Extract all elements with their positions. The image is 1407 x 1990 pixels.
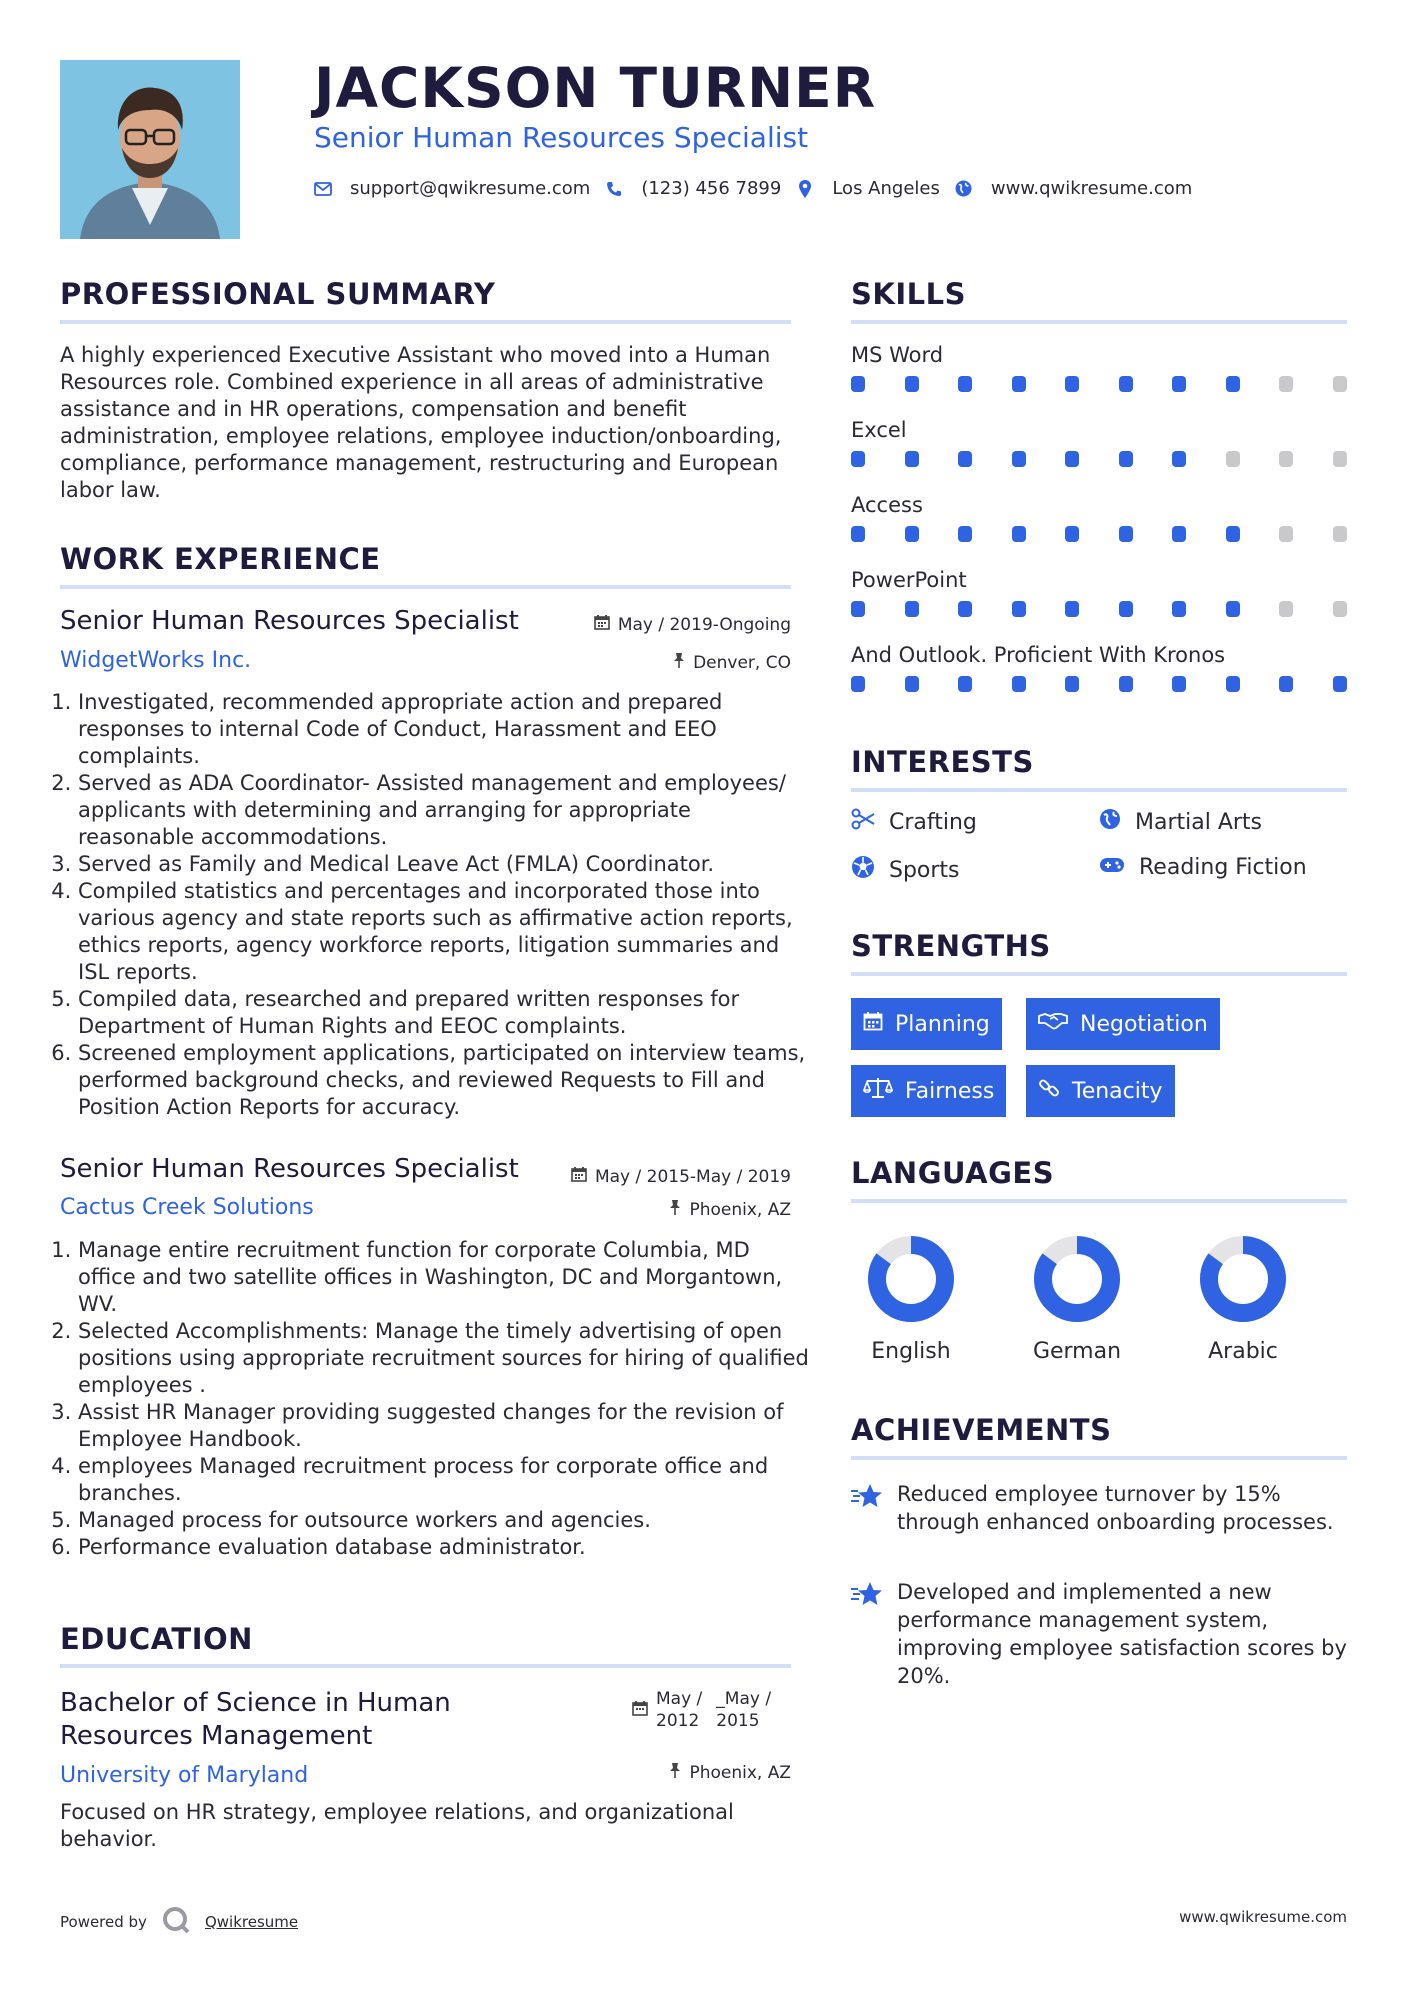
profile-photo <box>60 60 240 239</box>
strength-tag <box>851 998 1002 1050</box>
job-dates <box>594 614 791 635</box>
skills-list <box>851 343 1347 718</box>
achievements-heading: ACHIEVEMENTS <box>851 1413 1112 1447</box>
rating-dot-filled <box>1012 526 1026 542</box>
website-text[interactable]: www.qwikresume.com <box>990 178 1193 199</box>
calendar-icon <box>594 614 610 635</box>
interest-label: Crafting <box>889 809 977 835</box>
education-location <box>669 1762 791 1783</box>
star-badge-icon <box>851 1480 883 1536</box>
footer-url[interactable]: www.qwikresume.com <box>1179 1908 1347 1926</box>
rating-dot-filled <box>905 676 919 692</box>
education-description: Focused on HR strategy, employee relations, and organizational behavior. <box>60 1800 734 1851</box>
qwikresume-logo-icon <box>161 1905 191 1939</box>
skill-name: PowerPoint <box>851 568 967 592</box>
interest-item <box>851 808 977 836</box>
calendar-icon <box>571 1166 587 1187</box>
skill-row <box>851 343 1347 418</box>
phone-text[interactable]: (123) 456 7899 <box>641 178 782 199</box>
skill-rating <box>851 376 1347 392</box>
education-location-text: Phoenix, AZ <box>689 1762 791 1783</box>
rating-dot-filled <box>1065 601 1079 617</box>
rating-dot-filled <box>958 451 972 467</box>
list-item: 5. Compiled data, researched and prepared written responses for Department of Human Rights and EEOC complaints. <box>78 986 809 1040</box>
envelope-icon <box>314 180 332 198</box>
rating-dot-filled <box>958 676 972 692</box>
skill-rating <box>851 526 1347 542</box>
experience-divider <box>60 585 791 589</box>
rating-dot-empty <box>1279 376 1293 392</box>
rating-dot-filled <box>905 376 919 392</box>
globe-icon <box>955 180 973 198</box>
language-item <box>841 1233 981 1364</box>
rating-dot-filled <box>1119 526 1133 542</box>
person-portrait-icon <box>60 60 240 239</box>
brand-link[interactable]: Qwikresume <box>204 1913 299 1931</box>
powered-by-label: Powered by <box>60 1913 147 1931</box>
rating-dot-empty <box>1333 601 1347 617</box>
contact-website[interactable] <box>955 178 1192 199</box>
achievement-text: Reduced employee turnover by 15% through enhanced onboarding processes. <box>897 1482 1334 1534</box>
language-donut <box>1173 1233 1313 1327</box>
education-divider <box>60 1664 791 1668</box>
interest-item <box>1099 808 1262 836</box>
skills-heading: SKILLS <box>851 277 966 311</box>
rating-dot-filled <box>851 601 865 617</box>
rating-dot-filled <box>905 526 919 542</box>
achievements-divider <box>851 1456 1347 1460</box>
language-donut <box>1007 1233 1147 1327</box>
skill-rating <box>851 676 1347 692</box>
list-item: 1. Investigated, recommended appropriate action and prepared responses to internal Code of Conduct, Harassment and EEO complaints. <box>78 689 809 770</box>
languages-divider <box>851 1199 1347 1203</box>
rating-dot-filled <box>1226 526 1240 542</box>
skill-name: And Outlook. Proficient With Kronos <box>851 643 1226 667</box>
rating-dot-filled <box>1172 676 1186 692</box>
strength-tag <box>1026 1065 1175 1117</box>
skill-row <box>851 643 1347 718</box>
job-location <box>669 1199 791 1220</box>
job-location <box>673 652 791 673</box>
rating-dot-filled <box>851 451 865 467</box>
list-item: 4. employees Managed recruitment process for corporate office and branches. <box>78 1453 809 1507</box>
degree-line: Bachelor of Science in Human <box>60 1688 451 1718</box>
language-item <box>1173 1233 1313 1364</box>
rating-dot-filled <box>1172 376 1186 392</box>
map-pin-icon <box>796 180 814 198</box>
link-icon <box>1038 1077 1060 1105</box>
interests-heading: INTERESTS <box>851 745 1034 779</box>
phone-icon <box>605 180 623 198</box>
rating-dot-empty <box>1333 376 1347 392</box>
pushpin-icon <box>669 1199 681 1220</box>
rating-dot-filled <box>1119 676 1133 692</box>
education-heading: EDUCATION <box>60 1622 253 1656</box>
rating-dot-empty <box>1333 526 1347 542</box>
skill-name: Excel <box>851 418 907 442</box>
rating-dot-filled <box>905 451 919 467</box>
rating-dot-filled <box>851 676 865 692</box>
interest-item <box>1099 855 1307 880</box>
job-title: Senior Human Resources Specialist <box>60 606 519 636</box>
job-location-text: Denver, CO <box>693 652 791 673</box>
rating-dot-filled <box>1172 526 1186 542</box>
rating-dot-filled <box>958 526 972 542</box>
list-item: 3. Assist HR Manager providing suggested changes for the revision of Employee Handbook. <box>78 1399 809 1453</box>
languages-heading: LANGUAGES <box>851 1156 1055 1190</box>
job-dates-text: May / 2015-May / 2019 <box>594 1166 791 1187</box>
date-start-year: 2012 <box>656 1711 700 1731</box>
rating-dot-filled <box>1065 526 1079 542</box>
date-end <box>716 1688 771 1732</box>
achievement-item <box>851 1480 1351 1536</box>
pushpin-icon <box>673 652 685 673</box>
handshake-icon <box>1038 1011 1068 1037</box>
language-item <box>1007 1233 1147 1364</box>
date-start <box>656 1688 702 1732</box>
rating-dot-filled <box>1119 451 1133 467</box>
skill-name: Access <box>851 493 923 517</box>
achievement-item <box>851 1578 1351 1690</box>
rating-dot-filled <box>1065 676 1079 692</box>
strength-tag <box>1026 998 1220 1050</box>
list-item: 3. Served as Family and Medical Leave Act (FMLA) Coordinator. <box>78 851 809 878</box>
interest-label: Reading Fiction <box>1139 855 1307 880</box>
list-item: 6. Performance evaluation database administrator. <box>78 1534 809 1561</box>
candidate-name: JACKSON TURNER <box>314 56 877 120</box>
rating-dot-filled <box>851 526 865 542</box>
degree-title <box>60 1687 451 1753</box>
rating-dot-filled <box>1333 676 1347 692</box>
degree-line: Resources Management <box>60 1721 373 1751</box>
rating-dot-empty <box>1279 601 1293 617</box>
skill-row <box>851 493 1347 568</box>
balance-scale-icon <box>863 1077 893 1105</box>
summary-text: A highly experienced Executive Assistant who moved into a Human Resources role. Combined experience in all areas of administrative assistance and in HR operations, compensation and benefit administration, employee relations, employee induction/onboarding, compliance, performance management, restructuring and European labor law. <box>60 343 782 502</box>
language-donut <box>841 1233 981 1327</box>
skills-divider <box>851 320 1347 324</box>
rating-dot-filled <box>905 601 919 617</box>
rating-dot-empty <box>1226 451 1240 467</box>
job-dates-text: May / 2019-Ongoing <box>617 614 791 635</box>
job-company[interactable]: WidgetWorks Inc. <box>60 648 252 673</box>
contact-bar <box>314 178 1192 199</box>
school-name[interactable]: University of Maryland <box>60 1763 309 1788</box>
language-name: German <box>1032 1339 1122 1364</box>
list-item: 5. Managed process for outsource workers and agencies. <box>78 1507 809 1534</box>
rating-dot-empty <box>1333 451 1347 467</box>
rating-dot-filled <box>1012 601 1026 617</box>
skill-rating <box>851 451 1347 467</box>
list-item: 1. Manage entire recruitment function for corporate Columbia, MD office and two satellite offices in Washington, DC and Morgantown, WV. <box>78 1237 809 1318</box>
date-start-month: May / <box>656 1689 703 1709</box>
rating-dot-filled <box>958 601 972 617</box>
experience-heading: WORK EXPERIENCE <box>60 542 381 576</box>
job-dates <box>571 1166 791 1187</box>
date-end-month: _May / <box>716 1689 772 1709</box>
contact-phone[interactable] <box>605 178 781 199</box>
skill-rating <box>851 601 1347 617</box>
scissors-icon <box>851 808 875 836</box>
rating-dot-filled <box>1226 376 1240 392</box>
language-name: Arabic <box>1208 1339 1278 1364</box>
rating-dot-empty <box>1279 526 1293 542</box>
job-duties-list <box>60 689 809 1121</box>
strengths-divider <box>851 972 1347 976</box>
strength-tag <box>851 1065 1006 1117</box>
rating-dot-filled <box>1119 601 1133 617</box>
gamepad-icon <box>1099 855 1125 880</box>
rating-dot-filled <box>1226 601 1240 617</box>
summary-heading: PROFESSIONAL SUMMARY <box>60 277 496 311</box>
soccer-ball-icon <box>851 855 875 885</box>
rating-dot-filled <box>1172 601 1186 617</box>
strength-label: Fairness <box>905 1078 995 1104</box>
rating-dot-filled <box>1065 376 1079 392</box>
job-location-text: Phoenix, AZ <box>689 1199 791 1220</box>
calendar-icon <box>863 1011 883 1037</box>
interest-label: Martial Arts <box>1135 809 1263 835</box>
globe-icon <box>1099 808 1121 836</box>
rating-dot-filled <box>1012 676 1026 692</box>
rating-dot-filled <box>1119 376 1133 392</box>
calendar-icon <box>632 1688 648 1732</box>
rating-dot-empty <box>1279 451 1293 467</box>
skill-row <box>851 568 1347 643</box>
rating-dot-filled <box>1012 451 1026 467</box>
strength-label: Negotiation <box>1080 1011 1208 1037</box>
list-item: 2. Served as ADA Coordinator- Assisted management and employees/ applicants with determining and arranging for appropriate reasonable accommodations. <box>78 770 809 851</box>
pushpin-icon <box>669 1762 681 1783</box>
rating-dot-filled <box>1065 451 1079 467</box>
job-company[interactable]: Cactus Creek Solutions <box>60 1195 314 1220</box>
achievement-text: Developed and implemented a new performance management system, improving employee satisfaction scores by 20%. <box>897 1580 1347 1688</box>
education-dates <box>632 1688 771 1732</box>
location-text: Los Angeles <box>832 178 940 199</box>
summary-divider <box>60 320 791 324</box>
rating-dot-filled <box>851 376 865 392</box>
rating-dot-filled <box>958 376 972 392</box>
strengths-heading: STRENGTHS <box>851 929 1051 963</box>
strength-label: Tenacity <box>1072 1078 1163 1104</box>
email-text[interactable]: support@qwikresume.com <box>350 178 591 199</box>
list-item: 4. Compiled statistics and percentages and incorporated those into various agency and state reports such as affirmative action reports, ethics reports, agency workforce reports, litigation summaries and ISL reports. <box>78 878 809 986</box>
contact-email[interactable] <box>314 178 590 199</box>
interest-label: Sports <box>889 857 960 883</box>
languages-list <box>841 1233 1361 1373</box>
strength-label: Planning <box>895 1011 990 1037</box>
powered-by <box>60 1905 298 1939</box>
contact-location <box>796 178 940 199</box>
interest-item <box>851 855 960 885</box>
job-title: Senior Human Resources Specialist <box>60 1154 519 1184</box>
skill-row <box>851 418 1347 493</box>
rating-dot-filled <box>1226 676 1240 692</box>
date-end-year: 2015 <box>716 1711 760 1731</box>
interests-divider <box>851 788 1347 792</box>
rating-dot-filled <box>1172 451 1186 467</box>
candidate-role: Senior Human Resources Specialist <box>314 121 809 154</box>
star-badge-icon <box>851 1578 883 1690</box>
job-duties-list <box>60 1237 809 1561</box>
list-item: 6. Screened employment applications, participated on interview teams, performed background checks, and reviewed Requests to Fill and Position Action Reports for accuracy. <box>78 1040 809 1121</box>
language-name: English <box>871 1339 951 1364</box>
rating-dot-filled <box>1012 376 1026 392</box>
rating-dot-filled <box>1279 676 1293 692</box>
skill-name: MS Word <box>851 343 944 367</box>
list-item: 2. Selected Accomplishments: Manage the timely advertising of open positions using appropriate recruitment sources for hiring of qualified employees . <box>78 1318 809 1399</box>
